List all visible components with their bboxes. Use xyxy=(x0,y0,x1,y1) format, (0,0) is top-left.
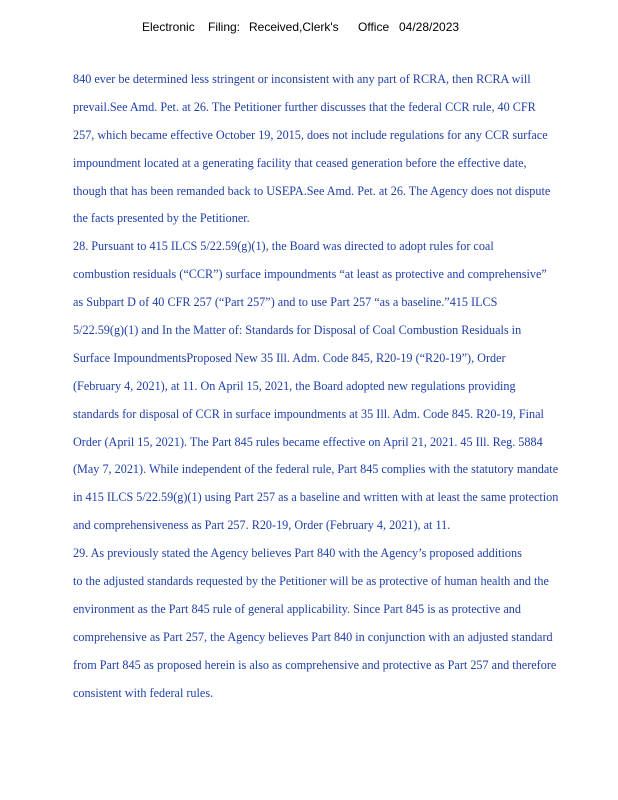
text-line: from Part 845 as proposed herein is also as comprehensive and protective as Part 257 and therefore xyxy=(73,657,557,672)
text-line: to the adjusted standards requested by the Petitioner will be as protective of human health and the xyxy=(73,574,549,589)
text-line: though that has been remanded back to USEPA.See Amd. Pet. at 26. The Agency does not dispute xyxy=(73,183,551,198)
text-line: (May 7, 2021). While independent of the federal rule, Part 845 complies with the statutory mandate xyxy=(73,462,559,477)
document-body xyxy=(73,68,613,709)
text-line: the facts presented by the Petitioner. xyxy=(73,211,250,226)
filing-header xyxy=(0,20,618,36)
text-line: Surface ImpoundmentsProposed New 35 Ill. Adm. Code 845, R20-19 (“R20-19”), Order xyxy=(73,350,506,365)
paragraph-28-start: 28. Pursuant to 415 ILCS 5/22.59(g)(1), the Board was directed to adopt rules for coal xyxy=(73,239,494,254)
paragraph-29-start: 29. As previously stated the Agency believes Part 840 with the Agency’s proposed additions xyxy=(73,546,522,561)
header-office: Office xyxy=(358,20,390,34)
text-line: standards for disposal of CCR in surface impoundments at 35 Ill. Adm. Code 845. R20-19, Final xyxy=(73,406,544,421)
text-line: as Subpart D of 40 CFR 257 (“Part 257”) and to use Part 257 “as a baseline.”415 ILCS xyxy=(73,295,498,310)
header-filing: Filing: xyxy=(208,20,241,34)
header-received: Received,Clerk's xyxy=(249,20,339,34)
text-line: environment as the Part 845 rule of general applicability. Since Part 845 is as protective and xyxy=(73,601,521,616)
text-line: in 415 ILCS 5/22.59(g)(1) using Part 257 as a baseline and written with at least the same protection xyxy=(73,490,559,505)
text-line: and comprehensiveness as Part 257. R20-19, Order (February 4, 2021), at 11. xyxy=(73,518,451,533)
text-line: 257, which became effective October 19, 2015, does not include regulations for any CCR surface xyxy=(73,127,548,142)
text-line: impoundment located at a generating facility that ceased generation before the effective date, xyxy=(73,155,527,170)
header-date: 04/28/2023 xyxy=(399,20,460,34)
text-line: comprehensive as Part 257, the Agency believes Part 840 in conjunction with an adjusted standard xyxy=(73,629,553,644)
header-electronic: Electronic xyxy=(142,20,195,34)
text-line: (February 4, 2021), at 11. On April 15, 2021, the Board adopted new regulations providing xyxy=(73,378,516,393)
text-line: consistent with federal rules. xyxy=(73,685,214,700)
text-line: prevail.See Amd. Pet. at 26. The Petitioner further discusses that the federal CCR rule, 40 CFR xyxy=(73,99,536,114)
text-line: 5/22.59(g)(1) and In the Matter of: Standards for Disposal of Coal Combustion Residuals in xyxy=(73,323,522,338)
text-line: combustion residuals (“CCR”) surface impoundments “at least as protective and comprehensive” xyxy=(73,267,547,282)
text-line: 840 ever be determined less stringent or inconsistent with any part of RCRA, then RCRA will xyxy=(73,72,531,86)
text-line: Order (April 15, 2021). The Part 845 rules became effective on April 21, 2021. 45 Ill. Reg. 5884 xyxy=(73,434,543,449)
